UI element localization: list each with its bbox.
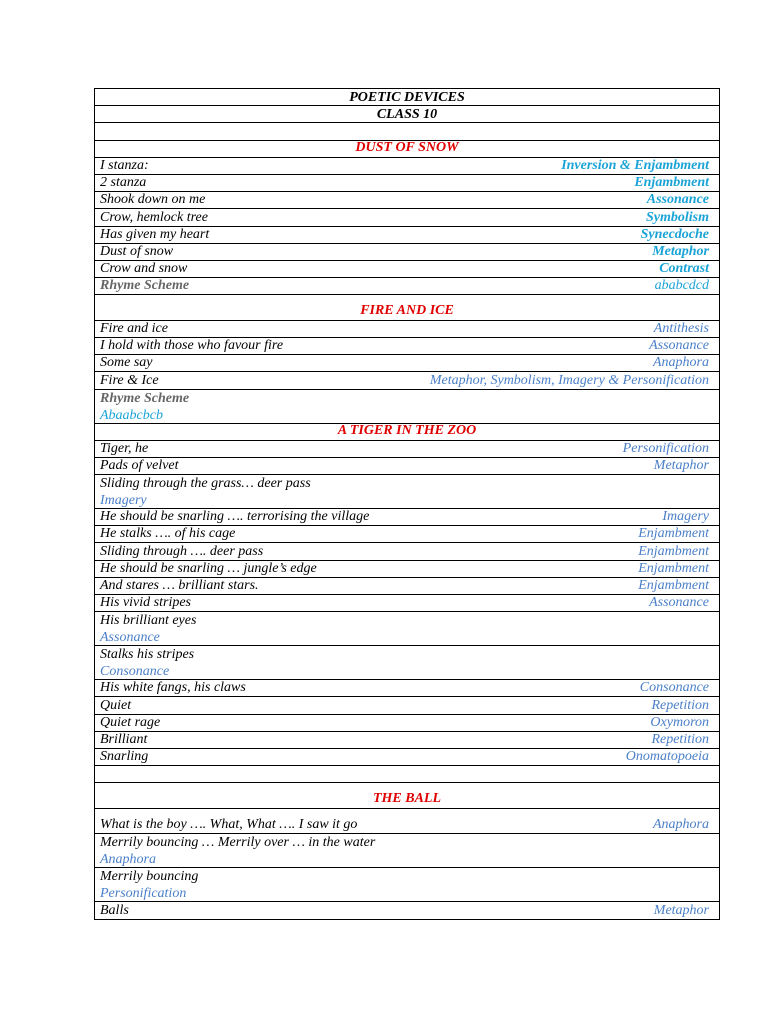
device-label: Antithesis [653,320,709,336]
device-label: Enjambment [638,560,709,576]
rhyme-scheme-label: Rhyme Scheme [100,390,190,406]
device-label: Enjambment [638,578,709,593]
table-row [95,834,719,868]
device-label: Assonance [649,338,709,354]
poem-line: Pads of velvet [100,458,179,474]
table-row [95,227,719,244]
table-row [95,612,719,646]
section-heading-text: FIRE AND ICE [360,302,454,318]
table-row [95,543,719,560]
poem-line: His white fangs, his claws [100,680,246,696]
document-title: POETIC DEVICES [349,90,465,105]
poem-line: What is the boy …. What, What …. I saw it go [100,817,358,833]
table-row [95,338,719,355]
table-row [95,902,719,919]
table-row [95,578,719,595]
table-row [95,244,719,261]
blank-row [95,766,719,783]
poem-line: Fire and ice [100,320,168,336]
section-heading-dust-of-snow [95,141,719,158]
poem-line: I hold with those who favour fire [100,338,284,354]
device-label: Assonance [646,192,709,208]
poem-line: I stanza: [100,157,149,173]
table-row [95,175,719,192]
table-row [95,321,719,338]
blank-row [95,123,719,140]
rhyme-scheme-value: Abaabcbcb [100,407,163,423]
rhyme-scheme-value: ababcdcd [654,278,709,294]
table-row [95,749,719,766]
device-label: Metaphor, Symbolism, Imagery & Personification [429,372,709,388]
poem-line: Some say [100,355,153,371]
table-row [95,715,719,732]
poem-line: Sliding through …. deer pass [100,543,264,559]
device-label: Anaphora [653,817,709,833]
document-subtitle: CLASS 10 [376,107,438,123]
table-row [95,209,719,226]
device-label: Enjambment [638,543,709,559]
device-label: Imagery [662,509,709,525]
table-row [95,158,719,175]
table-row [95,509,719,526]
device-label: Metaphor [652,243,709,259]
poem-line: His vivid stripes [100,595,191,611]
table-row [95,697,719,714]
table-row [95,355,719,372]
table-row [95,372,719,389]
poem-line: Quiet [100,697,132,713]
poem-line: Fire & Ice [100,372,159,388]
device-label: Enjambment [634,175,709,191]
device-label: Onomatopoeia [625,749,709,765]
device-label: Assonance [649,595,709,611]
table-row [95,475,719,509]
device-label: Synecdoche [640,226,709,242]
table-row [95,458,719,475]
table-row [95,595,719,612]
device-label: Repetition [651,697,709,713]
table-row [95,441,719,458]
poem-line: Quiet rage [100,714,161,730]
device-label: Oxymoron [650,714,709,730]
poem-line: Merrily bouncing … Merrily over … in the water [100,835,376,851]
table-row [95,261,719,278]
device-label: Symbolism [645,209,709,225]
poem-line: Shook down on me [100,192,206,208]
poem-line: Has given my heart [100,226,210,242]
poem-line: He should be snarling … jungle’s edge [100,560,317,576]
device-label: Personification [622,440,709,456]
table-row [95,192,719,209]
table-row [95,680,719,697]
section-heading-a-tiger-in-the-zoo [95,424,719,441]
poem-line: Crow, hemlock tree [100,209,208,225]
table-row [95,390,719,424]
poem-line: Crow and snow [100,261,188,277]
poem-line: Brilliant [100,731,148,747]
table-row [95,868,719,902]
poem-line: Snarling [100,749,149,765]
device-label: Inversion & Enjambment [561,157,709,173]
table-row [95,526,719,543]
document-subtitle-row [95,106,719,123]
device-label: Consonance [100,664,170,680]
section-heading-the-ball [95,783,719,809]
poem-line: He stalks …. of his cage [100,526,236,542]
device-label: Enjambment [638,526,709,542]
device-label: Repetition [651,731,709,747]
device-label: Anaphora [653,355,709,371]
device-label: Consonance [639,680,709,696]
poem-line: And stares … brilliant stars. [100,578,259,593]
document-title-row [95,89,719,106]
poem-line: Balls [100,902,129,918]
poem-line: He should be snarling …. terrorising the village [100,509,370,525]
table-row [95,646,719,680]
section-heading-fire-and-ice [95,295,719,321]
poem-line: His brilliant eyes [100,613,197,629]
section-heading-text: A TIGER IN THE ZOO [337,422,477,438]
poem-line: 2 stanza [100,175,147,191]
table-row [95,278,719,295]
poem-line: Stalks his stripes [100,647,195,663]
poem-line: Dust of snow [100,243,174,259]
poetic-devices-table [94,88,720,920]
device-label: Metaphor [653,458,709,474]
table-row [95,561,719,578]
table-row [95,732,719,749]
poem-line: Tiger, he [100,440,149,456]
device-label: Imagery [100,493,147,509]
poem-line: Sliding through the grass… deer pass [100,476,311,492]
device-label: Assonance [100,630,160,646]
device-label: Contrast [659,261,709,277]
device-label: Anaphora [100,852,156,868]
poem-line: Merrily bouncing [100,869,199,885]
section-heading-text: THE BALL [372,790,442,806]
section-heading-text: DUST OF SNOW [355,139,459,155]
table-row [95,809,719,835]
device-label: Personification [100,886,187,902]
rhyme-scheme-label: Rhyme Scheme [100,278,190,294]
device-label: Metaphor [653,902,709,918]
